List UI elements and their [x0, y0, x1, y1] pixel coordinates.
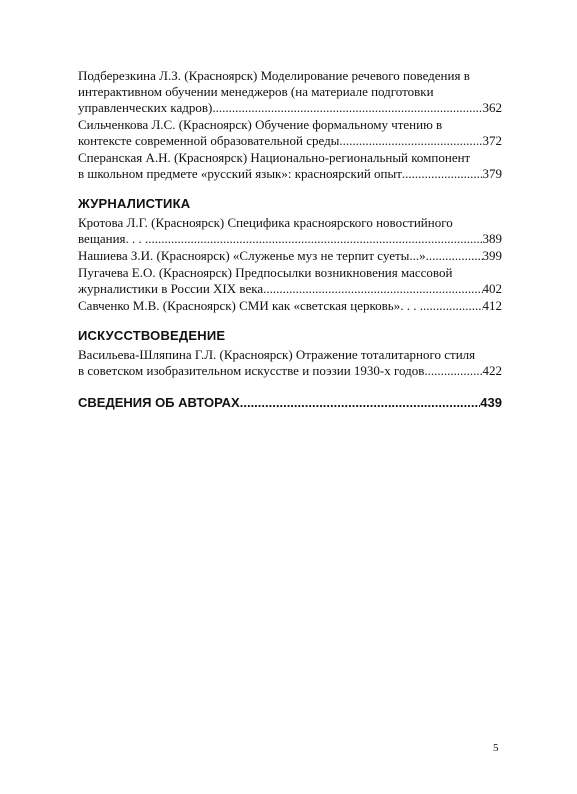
dot-leader	[402, 166, 483, 182]
entry-last-line	[78, 133, 502, 149]
entry-line: Кротова Л.Г. (Красноярск) Специфика красноярского новостийного	[78, 215, 453, 230]
entry-page-number: 362	[482, 100, 502, 115]
entry-last-line	[78, 231, 502, 247]
entry-last-line	[78, 281, 502, 297]
entry-last-line	[78, 100, 502, 116]
entry-page-number: 412	[482, 298, 502, 313]
entry-line: в школьном предмете «русский язык»: красноярский опыт	[78, 166, 402, 181]
authors-info-entry	[78, 395, 502, 411]
entry-last-line	[78, 248, 502, 264]
toc-entry	[78, 150, 502, 182]
section-journalism	[78, 196, 502, 314]
entry-line: Сильченкова Л.С. (Красноярск) Обучение формальному чтению в	[78, 117, 443, 132]
toc-entry	[78, 347, 502, 379]
table-of-contents	[78, 68, 502, 411]
authors-info-label: СВЕДЕНИЯ ОБ АВТОРАХ	[78, 395, 240, 410]
entry-last-line	[78, 298, 502, 314]
entry-page-number: 389	[482, 231, 502, 246]
section-heading: ЖУРНАЛИСТИКА	[78, 196, 191, 211]
toc-entry	[78, 215, 502, 247]
entry-page-number: 379	[482, 166, 502, 181]
entry-page-number: 402	[482, 281, 502, 296]
entry-line: Сперанская А.Н. (Красноярск) Национально-региональный компонент	[78, 150, 471, 165]
dot-leader	[424, 363, 482, 379]
entry-line: в советском изобразительном искусстве и поэзии 1930-х годов	[78, 363, 425, 378]
dot-leader	[263, 281, 482, 297]
dot-leader	[148, 231, 482, 247]
toc-entry	[78, 265, 502, 297]
authors-info-page: 439	[480, 395, 502, 410]
dot-leader	[240, 395, 481, 411]
entry-line: Подберезкина Л.З. (Красноярск) Моделирование речевого поведения в	[78, 68, 470, 83]
entry-last-line	[78, 166, 502, 182]
entry-line: Пугачева Е.О. (Красноярск) Предпосылки возникновения массовой	[78, 265, 453, 280]
page-number: 5	[493, 742, 499, 754]
entry-line: интерактивном обучении менеджеров (на материале подготовки	[78, 84, 434, 99]
entry-line: Васильева-Шляпина Г.Л. (Красноярск) Отражение тоталитарного стиля	[78, 347, 476, 362]
entry-line: управленческих кадров)	[78, 100, 213, 115]
toc-entry	[78, 117, 502, 149]
entry-line: журналистики в России XIX века	[78, 281, 264, 296]
toc-entry	[78, 248, 502, 264]
entry-line: Савченко М.В. (Красноярск) СМИ как «светская церковь». . . .	[78, 298, 423, 313]
entry-page-number: 372	[482, 133, 502, 148]
toc-entry	[78, 68, 502, 116]
toc-entry	[78, 298, 502, 314]
entry-page-number: 399	[482, 248, 502, 263]
entry-line: контексте современной образовательной среды	[78, 133, 340, 148]
section-art-studies	[78, 328, 502, 379]
section-heading: ИСКУССТВОВЕДЕНИЕ	[78, 328, 226, 343]
dot-leader	[212, 100, 482, 116]
entry-page-number: 422	[482, 363, 502, 378]
dot-leader	[426, 248, 483, 264]
entry-line: Нашиева З.И. (Красноярск) «Служенье муз не терпит суеты...»	[78, 248, 426, 263]
dot-leader	[423, 298, 483, 314]
top-entries	[78, 68, 502, 182]
entry-last-line	[78, 363, 502, 379]
entry-line: вещания. . . .	[78, 231, 149, 246]
dot-leader	[339, 133, 482, 149]
